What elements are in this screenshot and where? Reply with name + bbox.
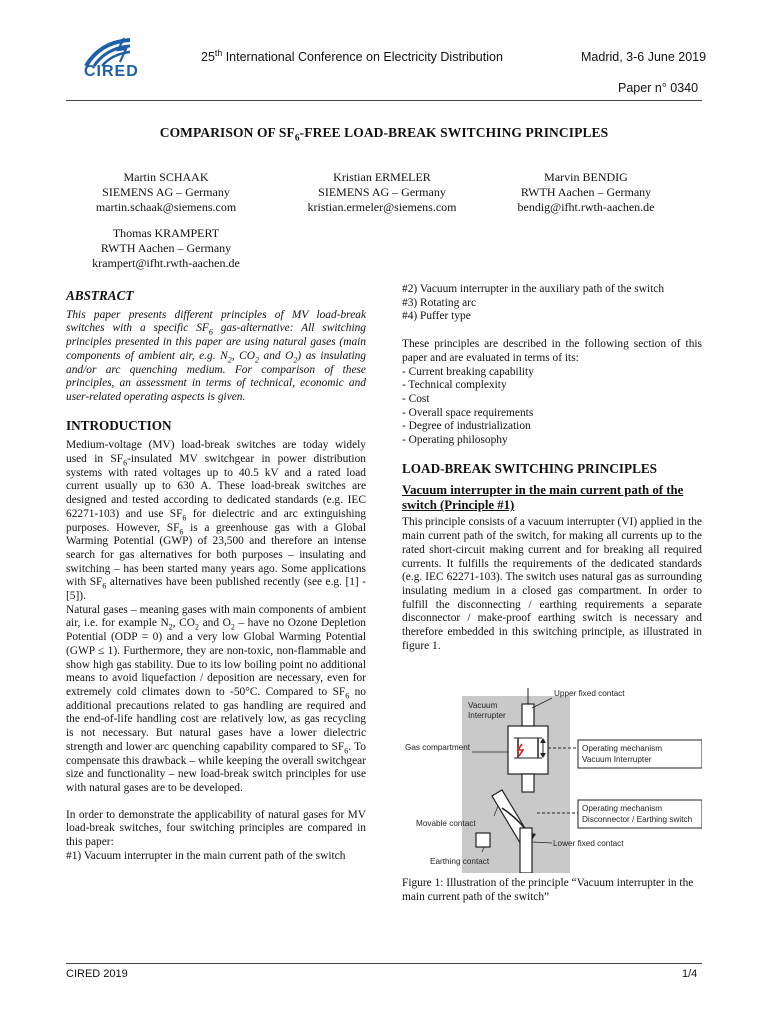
upper-contact xyxy=(522,704,534,726)
left-column xyxy=(66,289,366,863)
label-earthing: Earthing contact xyxy=(430,857,490,866)
list-item: - Current breaking capability xyxy=(402,365,534,378)
label-movable: Movable contact xyxy=(416,819,476,828)
footer-divider xyxy=(66,963,702,964)
label-lower-fixed: Lower fixed contact xyxy=(553,839,624,848)
location-date: Madrid, 3-6 June 2019 xyxy=(581,50,707,64)
author-name: Martin SCHAAK xyxy=(123,170,209,184)
author-email: kristian.ermeler@siemens.com xyxy=(307,200,457,214)
label-gas-compartment: Gas compartment xyxy=(405,743,471,752)
abstract-heading: ABSTRACT xyxy=(66,288,134,303)
label-vacuum: Vacuum xyxy=(468,701,498,710)
paper-title: COMPARISON OF $SF_6$-FREE LOAD-BREAK SWITCHING PRINCIPLES xyxy=(159,125,609,144)
logo-text: CIRED xyxy=(84,63,139,80)
list-item: - Technical complexity xyxy=(402,379,507,392)
author-affiliation: RWTH Aachen – Germany xyxy=(520,185,652,199)
page-number: 1/4 xyxy=(682,968,698,980)
author-email: bendig@ifht.rwth-aachen.de xyxy=(517,200,655,214)
author-block xyxy=(66,170,266,215)
footer-left: CIRED 2019 xyxy=(66,968,128,980)
intro-paragraph-2: Natural gases – meaning gases with main components of ambient air, i.e. for example $N_2$, $CO_2$ and $O_2$ – have no Ozone Depletion Potential (ODP = 0) and a very low Global Warming Potential (GWP ≤ 1). Furthermore, they are non-toxic, non-flammable and show high gas stability. Due to its low boiling point no additional means to avoid liquefaction / deposition are necessary, even for extremely cold climates down to -50°C. Compared to $SF_6$ no additional precautions related to gas handling are required and the end-of-life handling cost are relatively low, as gas recycling is not necessary. But natural gases have a lower dielectric strength and lower arc quenching capability compared to $SF_6$. To compensate this drawback – while keeping the overall switchgear size and functionality – new load-break switch principles for use with natural gases are to be developed. xyxy=(66,603,366,794)
author-block xyxy=(486,170,686,215)
earthing-contact-box xyxy=(476,833,490,847)
author-affiliation: SIEMENS AG – Germany xyxy=(318,185,446,199)
author-email: martin.schaak@siemens.com xyxy=(95,200,237,214)
author-block xyxy=(272,170,492,215)
criteria-list xyxy=(402,366,702,448)
section-heading: LOAD-BREAK SWITCHING PRINCIPLES xyxy=(402,460,657,476)
author-name: Marvin BENDIG xyxy=(544,170,628,184)
intro-paragraph-1: Medium-voltage (MV) load-break switches are today widely used in $SF_6$-insulated MV switchgear in power distribution systems with rated voltages up to 40.5 kV and a rated load current usually up to 630 A. These load-break switches are designed and tested according to dedicated standards (e.g. IEC 62271-103) and use $SF_6$ for dielectric and arc extinguishing purposes. However, $SF_6$ is a greenhouse gas with a Global Warming Potential (GWP) of 23,500 and therefore an intense search for gas alternatives for both purposes – insulating and switching – has been started many years ago. Some applications with $SF_6$ alternatives have been published recently (see e.g. [1] - [5]). xyxy=(66,439,366,603)
list-item: - Degree of industrialization xyxy=(402,420,531,433)
upper-stem xyxy=(522,774,534,792)
abstract-text: This paper presents different principles of MV load-break switches with a specific $SF_6$ gas-alternative: All switching principles presented in this paper are using natural gases (main components of ambient air, e.g. $N_2$, $CO_2$ and $O_2$) as insulating and/or arc quenching medium. For comparison of these principles, an assessment in terms of technical, economic and user-related operating aspects is given. xyxy=(66,308,366,403)
right-column xyxy=(402,283,702,653)
label-interrupter: Interrupter xyxy=(468,711,506,720)
label-op-mech-ds-1: Operating mechanism xyxy=(582,804,663,813)
label-upper-fixed: Upper fixed contact xyxy=(554,689,625,698)
lower-contact xyxy=(520,828,532,873)
label-op-mech-vi-1: Operating mechanism xyxy=(582,744,663,753)
list-item: #3) Rotating arc xyxy=(402,296,477,309)
principle-paragraph: This principle consists of a vacuum interrupter (VI) applied in the main current path of the switch, for making all currents up to the rated short-circuit making current and for breaking all required currents. It fulfills the requirements of the dedicated standards (e.g. IEC 62271-103). The switch uses natural gas as surrounding insulating medium in a closed gas compartment. In order to fulfill the disconnecting / earthing requirements a separate disconnector / make-proof earthing switch is necessary and therefore embedded in this switching principle, as illustrated in figure 1. xyxy=(402,516,702,652)
figure-caption: Figure 1: Illustration of the principle “Vacuum interrupter in the main current path of the switch” xyxy=(402,877,694,903)
list-item: #4) Puffer type xyxy=(402,310,471,323)
author-name: Kristian ERMELER xyxy=(333,170,431,184)
author-name: Thomas KRAMPERT xyxy=(112,226,220,240)
evaluation-intro: These principles are described in the following section of this paper and are evaluated in terms of its: xyxy=(402,338,702,364)
conference-title: 25th International Conference on Electricity Distribution xyxy=(201,47,503,64)
list-item: - Operating philosophy xyxy=(402,434,508,447)
paper-number: Paper n° 0340 xyxy=(618,81,699,95)
figure-1 xyxy=(402,688,702,873)
author-block xyxy=(66,226,266,271)
vacuum-interrupter xyxy=(508,726,548,774)
switch-diagram xyxy=(402,688,702,873)
header-divider xyxy=(66,100,702,101)
author-affiliation: RWTH Aachen – Germany xyxy=(100,241,232,255)
author-email: krampert@ifht.rwth-aachen.de xyxy=(92,256,240,270)
subsection-heading: Vacuum interrupter in the main current path of the switch (Principle #1) xyxy=(402,483,684,513)
intro-paragraph-3: In order to demonstrate the applicability of natural gases for MV load-break switches, four switching principles are compared in this paper: xyxy=(66,808,366,849)
list-item: - Cost xyxy=(402,392,430,405)
list-item: #2) Vacuum interrupter in the auxiliary path of the switch xyxy=(402,283,665,295)
list-item: #1) Vacuum interrupter in the main current path of the switch xyxy=(66,849,346,862)
label-op-mech-ds-2: Disconnector / Earthing switch xyxy=(582,815,693,824)
label-op-mech-vi-2: Vacuum Interrupter xyxy=(582,755,652,764)
list-item: - Overall space requirements xyxy=(402,406,534,419)
cired-logo xyxy=(78,36,158,84)
author-affiliation: SIEMENS AG – Germany xyxy=(102,185,230,199)
introduction-heading: INTRODUCTION xyxy=(66,417,172,433)
